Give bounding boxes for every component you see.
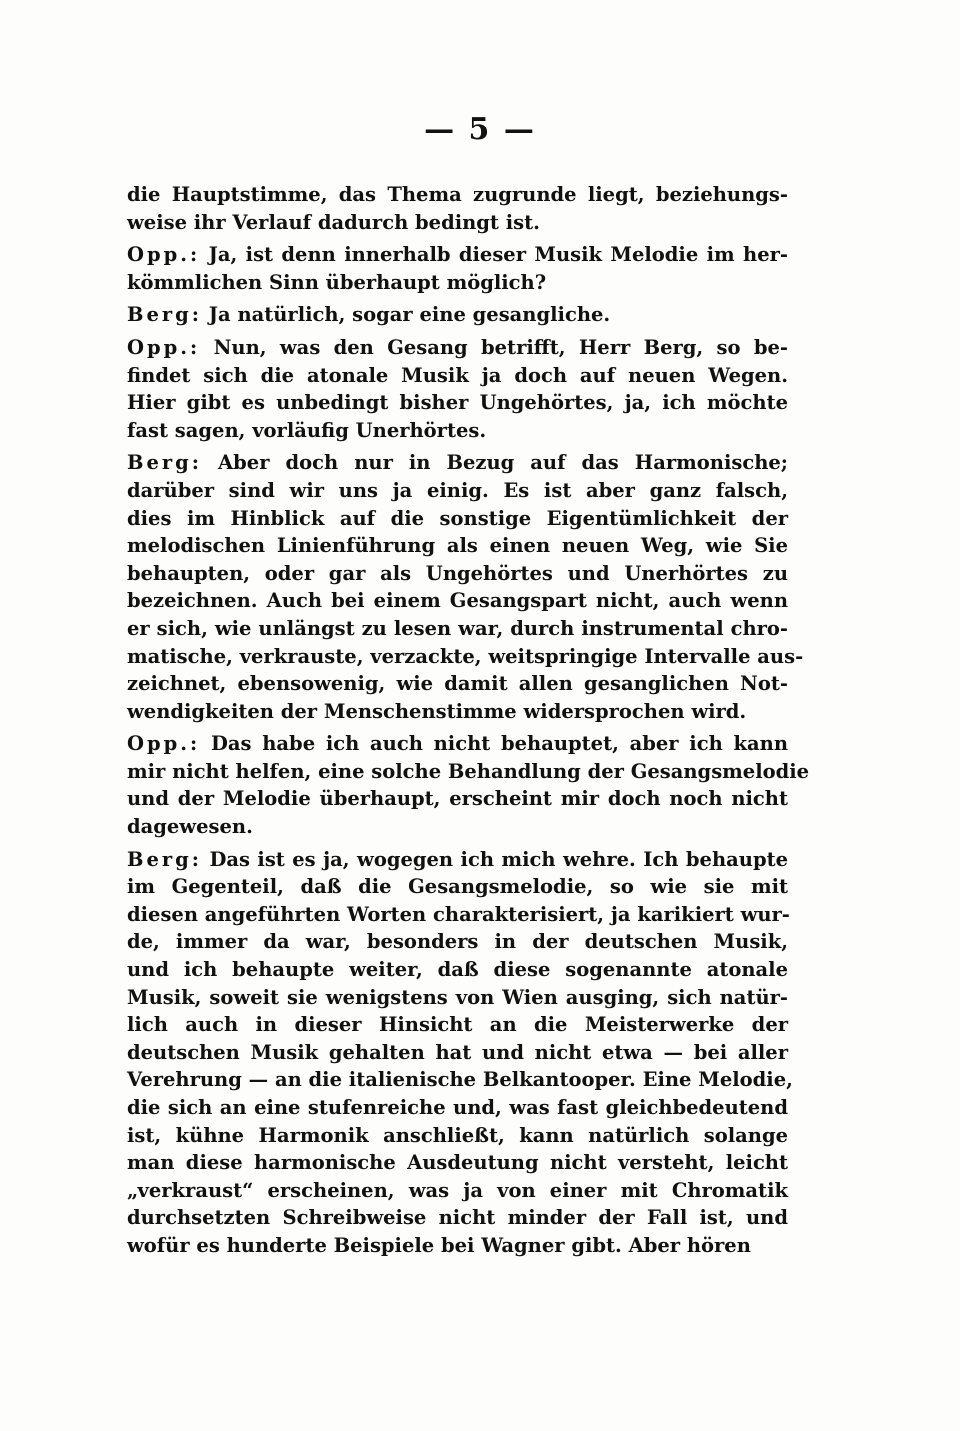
line-text: lich auch in dieser Hinsicht an die Meisterwerke der bbox=[127, 1013, 788, 1037]
speaker-label: Opp.: bbox=[127, 335, 201, 359]
text-line bbox=[127, 698, 788, 726]
line-text: wendigkeiten der Menschenstimme widersprochen wird. bbox=[127, 699, 747, 723]
text-line bbox=[127, 615, 788, 643]
text-line bbox=[127, 901, 788, 929]
line-text: wofür es hunderte Beispiele bei Wagner gibt. Aber hören bbox=[127, 1233, 751, 1257]
text-line bbox=[127, 334, 788, 362]
line-text: matische, verkrauste, verzackte, weitspringige Intervalle aus- bbox=[127, 644, 804, 668]
text-line bbox=[127, 1011, 788, 1039]
line-text: Nun, was den Gesang betrifft, Herr Berg, so be- bbox=[200, 335, 788, 359]
line-text: melodischen Linienführung als einen neuen Weg, wie Sie bbox=[127, 534, 788, 558]
text-line bbox=[127, 813, 788, 841]
line-text: „verkraust“ erscheinen, was ja von einer mit Chromatik bbox=[127, 1178, 788, 1202]
speaker-label: Berg: bbox=[127, 303, 202, 327]
line-text: Ja natürlich, sogar eine gesangliche. bbox=[202, 303, 611, 327]
line-text: bezeichnen. Auch bei einem Gesangspart nicht, auch wenn bbox=[127, 589, 788, 613]
line-text: dagewesen. bbox=[127, 815, 253, 839]
text-line bbox=[127, 785, 788, 813]
text-line bbox=[127, 477, 788, 505]
page-number: — 5 — bbox=[424, 112, 536, 147]
text-line bbox=[127, 984, 788, 1012]
line-text: er sich, wie unlängst zu lesen war, durch instrumental chro- bbox=[127, 616, 788, 640]
text-line bbox=[127, 241, 788, 269]
text-line bbox=[127, 1122, 788, 1150]
paragraph bbox=[127, 181, 788, 236]
text-line bbox=[127, 269, 788, 297]
line-text: zeichnet, ebensowenig, wie damit allen gesanglichen Not- bbox=[127, 672, 788, 696]
text-line bbox=[127, 670, 788, 698]
text-line bbox=[127, 956, 788, 984]
text-line bbox=[127, 587, 788, 615]
dialogue-text bbox=[127, 181, 810, 1265]
text-line bbox=[127, 1204, 788, 1232]
text-line bbox=[127, 846, 788, 874]
speaker-label: Opp.: bbox=[127, 243, 201, 267]
line-text: die sich an eine stufenreiche und, was fast gleichbedeutend bbox=[127, 1096, 788, 1119]
text-line bbox=[127, 362, 788, 390]
text-line bbox=[127, 532, 788, 560]
line-text: kömmlichen Sinn überhaupt möglich? bbox=[127, 270, 547, 294]
line-text: Aber doch nur in Bezug auf das Harmonische; bbox=[202, 451, 788, 475]
line-text: und der Melodie überhaupt, erscheint mir doch noch nicht bbox=[127, 787, 788, 811]
line-text: weise ihr Verlauf dadurch bedingt ist. bbox=[127, 210, 540, 234]
text-line bbox=[127, 1039, 788, 1067]
line-text: fast sagen, vorläufig Unerhörtes. bbox=[127, 418, 487, 442]
line-text: durchsetzten Schreibweise nicht minder der Fall ist, und bbox=[127, 1206, 788, 1230]
line-text: Verehrung — an die italienische Belkantooper. Eine Melodie, bbox=[127, 1068, 793, 1092]
paragraph bbox=[127, 334, 788, 444]
text-line bbox=[127, 1149, 788, 1177]
line-text: diesen angeführten Worten charakterisiert, ja karikiert wur- bbox=[127, 902, 790, 926]
paragraph bbox=[127, 301, 788, 329]
text-line bbox=[127, 873, 788, 901]
speaker-label: Berg: bbox=[127, 451, 202, 475]
line-text: Ja, ist denn innerhalb dieser Musik Melodie im her- bbox=[200, 243, 788, 267]
line-text: Das habe ich auch nicht behauptet, aber ich kann bbox=[200, 732, 788, 756]
text-line bbox=[127, 1177, 788, 1205]
line-text: im Gegenteil, daß die Gesangsmelodie, so wie sie mit bbox=[127, 875, 788, 899]
paragraph bbox=[127, 846, 793, 1260]
text-line bbox=[127, 1066, 793, 1094]
line-text: man diese harmonische Ausdeutung nicht versteht, leicht bbox=[127, 1151, 788, 1175]
line-text: die Hauptstimme, das Thema zugrunde liegt, beziehungs- bbox=[127, 183, 788, 206]
text-line bbox=[127, 1232, 788, 1260]
line-text: Hier gibt es unbedingt bisher Ungehörtes, ja, ich möchte bbox=[127, 391, 788, 415]
text-line bbox=[127, 928, 788, 956]
line-text: ist, kühne Harmonik anschließt, kann natürlich solange bbox=[127, 1123, 788, 1147]
text-line bbox=[127, 643, 804, 671]
line-text: behaupten, oder gar als Ungehörtes und Unerhörtes zu bbox=[127, 561, 788, 585]
line-text: Das ist es ja, wogegen ich mich wehre. Ich behaupte bbox=[202, 847, 788, 871]
text-line bbox=[127, 301, 788, 329]
paragraph bbox=[127, 449, 804, 725]
text-line bbox=[127, 417, 788, 445]
line-text: mir nicht helfen, eine solche Behandlung der Gesangsmelodie bbox=[127, 759, 810, 783]
text-line bbox=[127, 730, 788, 758]
line-text: de, immer da war, besonders in der deutschen Musik, bbox=[127, 930, 788, 954]
line-text: Musik, soweit sie wenigstens von Wien ausging, sich natür- bbox=[127, 985, 788, 1009]
paragraph bbox=[127, 241, 788, 296]
line-text: dies im Hinblick auf die sonstige Eigentümlichkeit der bbox=[127, 506, 788, 530]
text-line bbox=[127, 505, 788, 533]
line-text: und ich behaupte weiter, daß diese sogenannte atonale bbox=[127, 958, 788, 982]
line-text: darüber sind wir uns ja einig. Es ist aber ganz falsch, bbox=[127, 478, 788, 502]
text-line bbox=[127, 1094, 788, 1122]
line-text: deutschen Musik gehalten hat und nicht etwa — bei aller bbox=[127, 1040, 788, 1064]
text-line bbox=[127, 209, 788, 237]
paragraph bbox=[127, 730, 810, 840]
text-line bbox=[127, 449, 788, 477]
text-line bbox=[127, 389, 788, 417]
line-text: findet sich die atonale Musik ja doch auf neuen Wegen. bbox=[127, 363, 788, 387]
speaker-label: Berg: bbox=[127, 847, 202, 871]
text-line bbox=[127, 758, 810, 786]
text-line bbox=[127, 560, 788, 588]
text-line bbox=[127, 181, 788, 209]
speaker-label: Opp.: bbox=[127, 732, 201, 756]
